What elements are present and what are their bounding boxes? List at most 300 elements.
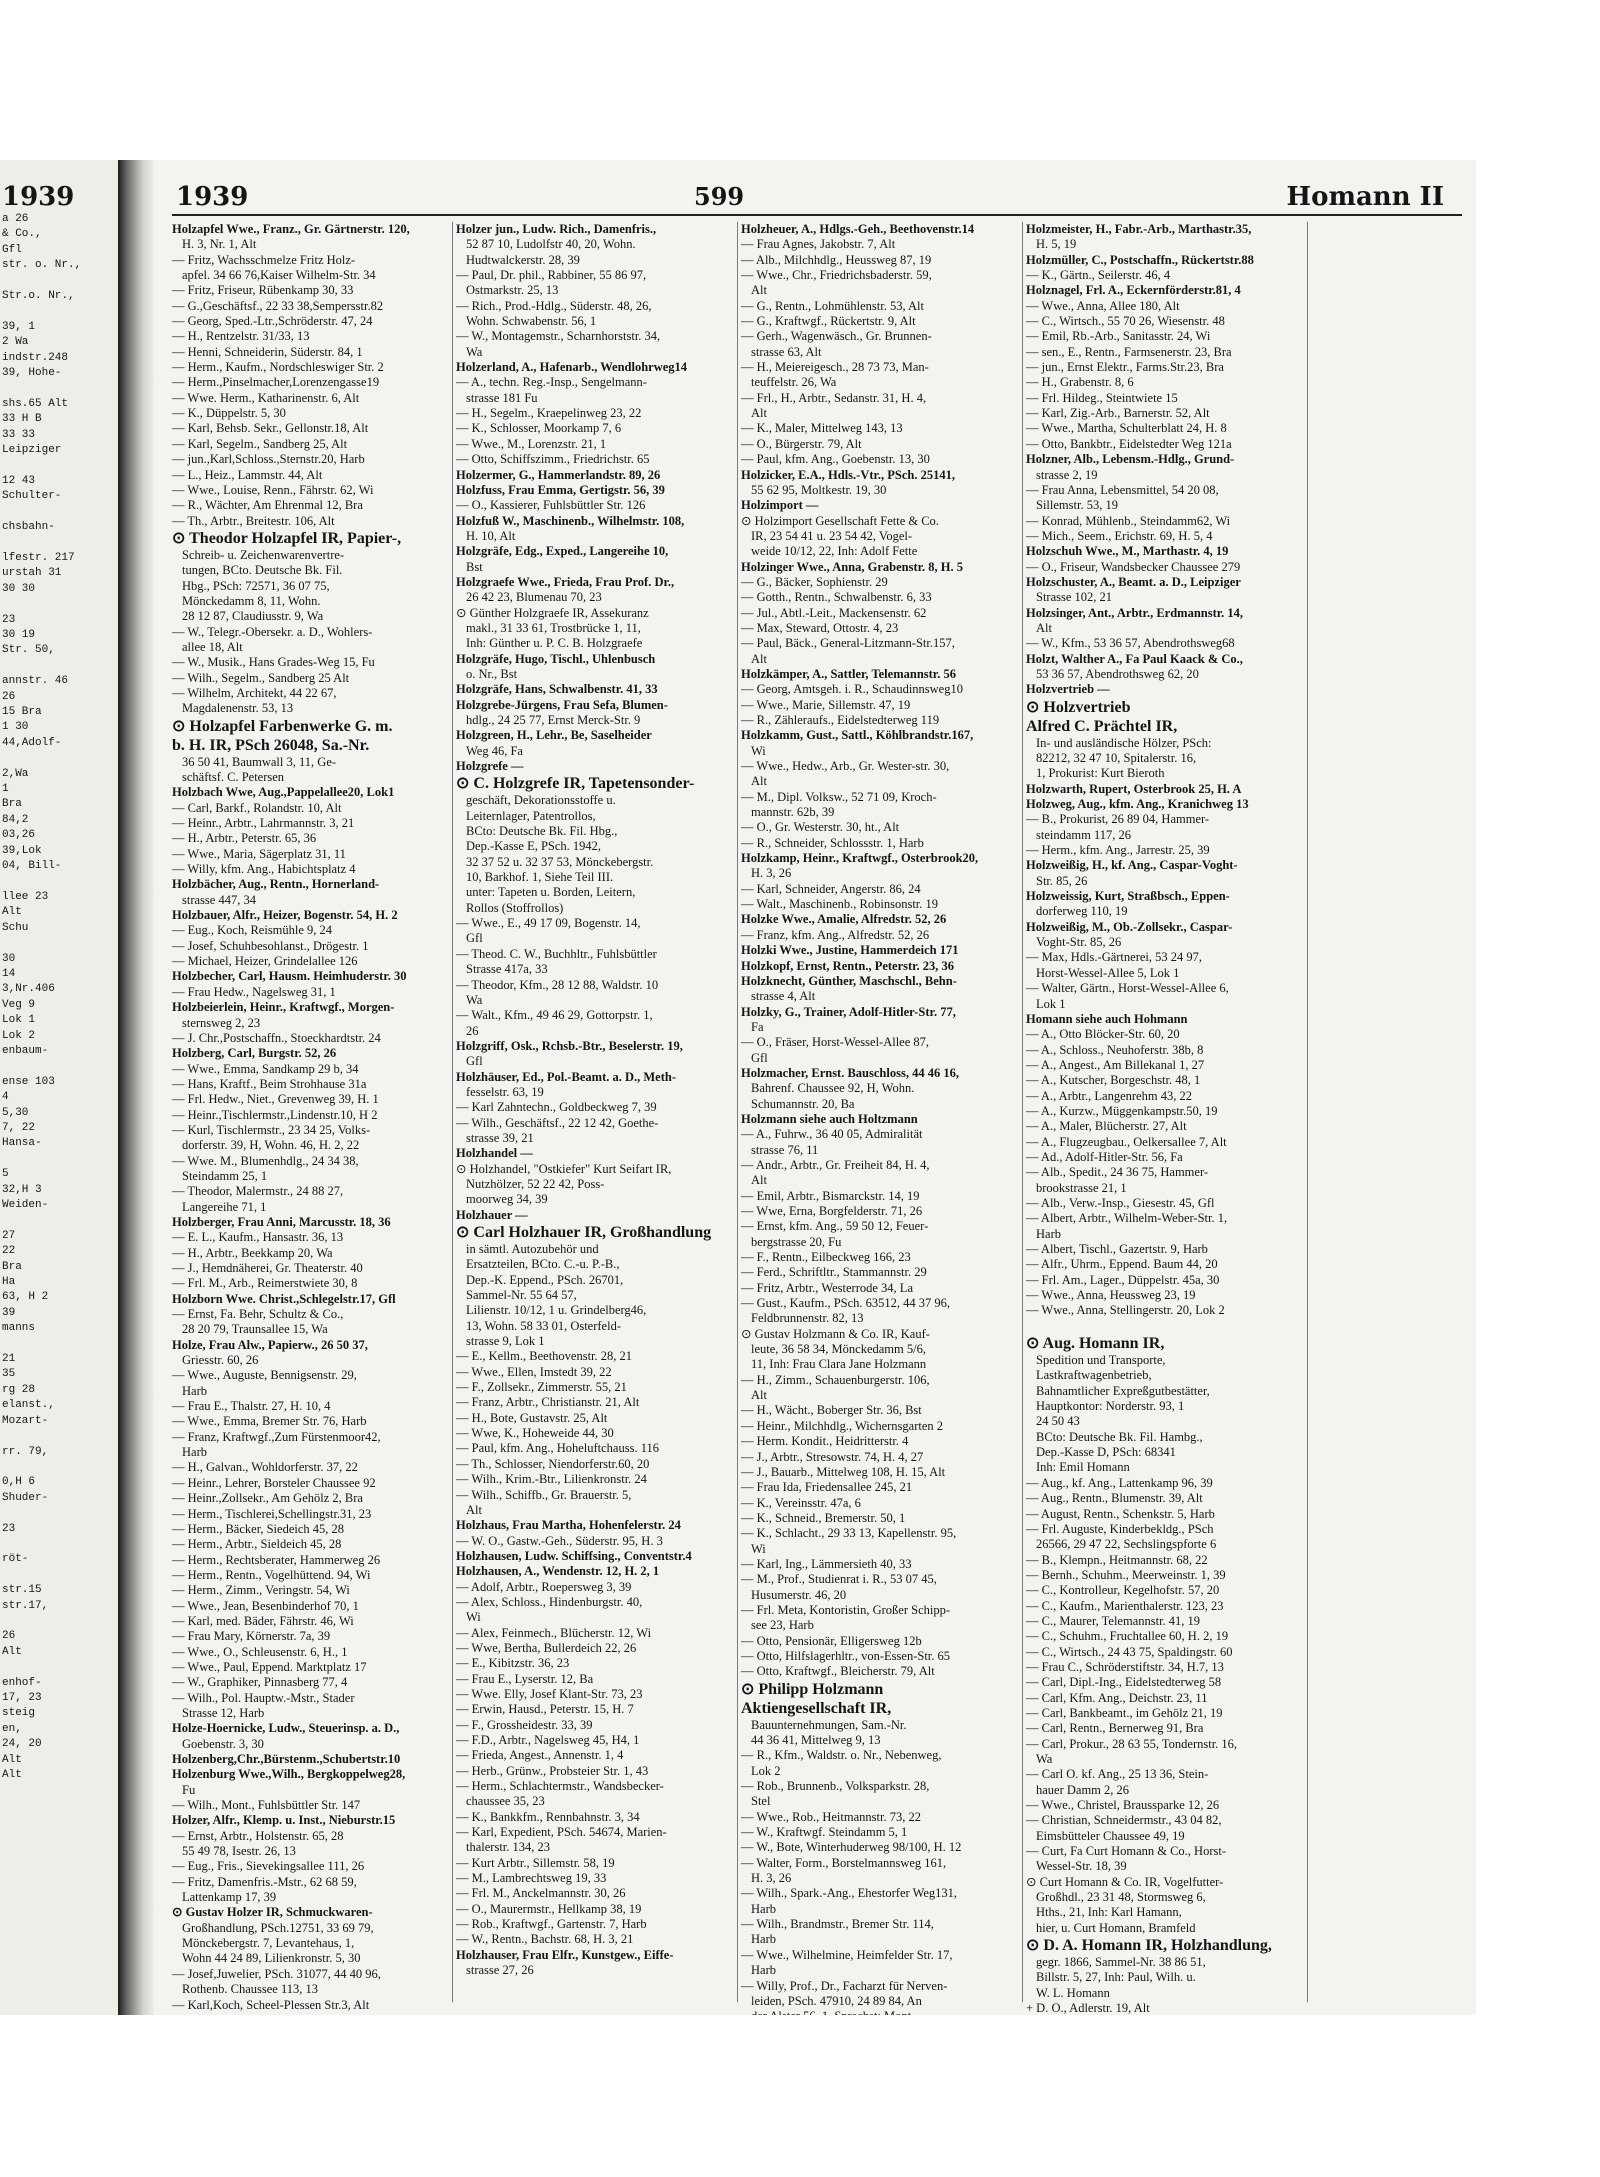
directory-entry-line: strasse 76, 11 [751,1142,819,1157]
directory-entry-line: — Carl, Barkf., Rolandstr. 10, Alt [172,800,342,815]
previous-page-line [0,304,118,319]
directory-entry-line: — B., Prokurist, 26 89 04, Hammer- [1026,812,1210,827]
directory-entry-heading: Holzgräfe, Edg., Exped., Langereihe 10, [456,544,669,559]
directory-entry-line: strasse 27, 26 [466,1963,534,1978]
previous-page-line: & Co., [2,228,42,241]
directory-entry-line: 26566, 29 47 22, Sechslingspforte 6 [1036,1537,1217,1552]
directory-entry-line: — Frl. Am., Lager., Düppelstr. 45a, 30 [1026,1272,1220,1287]
previous-page-line: enbaum- [2,1044,49,1057]
previous-page-line: 4 [2,1091,9,1104]
directory-entry-line: 36 50 41, Baumwall 3, 11, Ge- [182,754,337,769]
directory-entry-line: — G., Rentn., Lohmühlenstr. 53, Alt [741,298,924,313]
directory-entry-line: Fu [182,1782,196,1797]
directory-entry-line: — Alb., Verw.-Insp., Giesestr. 45, Gfl [1026,1195,1215,1210]
directory-entry-heading: Holzapfel Wwe., Franz., Gr. Gärtnerstr. 120, [172,222,410,236]
directory-entry-line: — H., Zimm., Schauenburgerstr. 106, [741,1372,930,1387]
directory-entry-heading: Holzicker, E.A., Hdls.-Vtr., PSch. 25141, [741,467,956,482]
directory-entry-line: — Henni, Schneiderin, Süderstr. 84, 1 [172,344,363,359]
directory-entry-line: — Heinr.,Zollsekr., Am Gehölz 2, Bra [172,1491,363,1506]
directory-entry-line: — Eug., Koch, Reismühle 9, 24 [172,923,333,938]
directory-entry-line: — G., Kraftwgf., Rückertstr. 9, Alt [741,314,916,329]
directory-entry-line: 11, Inh: Frau Clara Jane Holzmann [751,1357,927,1372]
directory-entry-line: Hudtwalckerstr. 28, 39 [466,252,580,267]
directory-entry-line: — M., Dipl. Volksw., 52 71 09, Kroch- [741,789,937,804]
previous-page-line: Alt [2,1645,22,1658]
directory-entry-line: — Fritz, Arbtr., Westerrode 34, La [741,1280,913,1295]
directory-entry-heading: Holzmeister, H., Fabr.-Arb., Marthastr.35, [1026,222,1252,236]
directory-entry-line: — Wwe., Maria, Sägerplatz 31, 11 [172,846,346,861]
directory-entry-line: strasse 9, Lok 1 [466,1334,545,1349]
directory-entry-line: — Frau Anna, Lebensmittel, 54 20 08, [1026,482,1219,497]
directory-entry-heading: ⊙ Aug. Homann IR, [1026,1335,1165,1353]
directory-entry-heading: Holzhauer — [456,1207,528,1222]
directory-entry-line: — R., Schneider, Schlossstr. 1, Harb [741,835,924,850]
directory-entry-line: — Alb., Milchhdlg., Heussweg 87, 19 [741,252,932,267]
directory-entry-line: — A., Kurzw., Müggenkampstr.50, 19 [1026,1103,1218,1118]
directory-entry-line: — Karl, Schneider, Angerstr. 86, 24 [741,881,921,896]
directory-entry-line: Wohn. Schwabenstr. 56, 1 [466,314,597,329]
directory-entry-heading: Holzweg, Aug., kfm. Ang., Kranichweg 13 [1026,797,1249,812]
directory-entry-heading: ⊙ Carl Holzhauer IR, Großhandlung [456,1224,712,1241]
directory-entry-line: — Gotth., Rentn., Schwalbenstr. 6, 33 [741,590,932,605]
directory-entry-line: — Eug., Fris., Sievekingsallee 111, 26 [172,1859,365,1874]
directory-entry-line: 55 49 78, Isestr. 26, 13 [182,1844,296,1859]
running-title: Homann II [1286,182,1444,212]
directory-entry-line: — Alb., Spedit., 24 36 75, Hammer- [1026,1165,1209,1180]
directory-entry-line: — Karl, Expedient, PSch. 54674, Marien- [456,1825,667,1840]
directory-entry-line: — E., Kibitzstr. 36, 23 [456,1656,570,1671]
directory-entry-line: — Fritz, Wachsschmelze Fritz Holz- [172,252,356,267]
scan-background-bottom [0,2015,1600,2177]
directory-entry-line: Großhandlung, PSch.12751, 33 69 79, [182,1920,374,1935]
previous-page-line: Schu [2,921,29,934]
directory-entry-line: ⊙ Curt Homann & Co. IR, Vogelfutter- [1026,1874,1224,1889]
directory-entry-line: makl., 31 33 61, Trostbrücke 1, 11, [466,620,641,635]
previous-page-line: Lok 1 [2,1014,36,1027]
previous-page-line: rr. 79, [2,1445,49,1458]
directory-entry-line: Harb [182,1445,207,1460]
previous-page-line: 0,H 6 [2,1476,36,1489]
directory-entry-heading: Holzweißig, M., Ob.-Zollsekr., Caspar- [1026,919,1233,934]
previous-page-line: Leipziger [2,444,62,457]
directory-entry-heading: Holzgräfe, Hugo, Tischl., Uhlenbusch [456,651,656,666]
directory-entry-line: strasse 181 Fu [466,390,538,405]
directory-entry-line: — Wilh., Brandmstr., Bremer Str. 114, [741,1917,934,1932]
directory-entry-line: — H., Rentzelstr. 31/33, 13 [172,329,310,344]
directory-entry-line: Alt [751,1388,767,1403]
directory-entry-heading: Holze, Frau Alw., Papierw., 26 50 37, [172,1337,368,1352]
directory-entry-heading: ⊙ Holzvertrieb [1026,698,1131,716]
directory-entry-line: — Karl, Behsb. Sekr., Gellonstr.18, Alt [172,421,369,436]
directory-entry-heading: Holzmüller, C., Postschaffn., Rückertstr.88 [1026,252,1254,267]
previous-page-line: 33 H B [2,413,42,426]
previous-page-line: 7, 22 [2,1121,36,1134]
directory-entry-line: — Jul., Abtl.-Leit., Mackensenstr. 62 [741,605,927,620]
directory-entry-line: dorferstr. 39, H, Wohn. 46, H. 2, 22 [182,1138,360,1153]
directory-entry-heading: Holzschuster, A., Beamt. a. D., Leipziger [1026,574,1241,589]
directory-entry-line: weide 10/12, 22, Inh: Adolf Fette [751,544,918,559]
previous-page-line: 23 [2,1522,16,1535]
directory-entry-line: — W., Graphiker, Pinnasberg 77, 4 [172,1675,348,1690]
directory-entry-heading: b. H. IR, PSch 26048, Sa.-Nr. [172,736,370,754]
directory-entry-line: Langereihe 71, 1 [182,1199,267,1214]
directory-entry-line: — Alex, Feinmech., Blücherstr. 12, Wi [456,1625,652,1640]
directory-entry-line: Ersatzteilen, BCto. C.-u. P.-B., [466,1257,620,1272]
previous-page-line [0,1059,118,1074]
directory-entry-line: — O., Fräser, Horst-Wessel-Allee 87, [741,1035,930,1050]
directory-entry-line: Sammel-Nr. 55 64 57, [466,1288,577,1303]
previous-page-line: Weiden- [2,1199,49,1211]
directory-entry-line: — Carl, Kfm. Ang., Deichstr. 23, 11 [1026,1690,1208,1705]
directory-entry-line: strasse 4, Alt [751,989,816,1004]
previous-page-line: 24, 20 [2,1738,42,1751]
previous-page-line: röt- [2,1553,29,1566]
previous-page-line: Ha [2,1276,16,1289]
directory-entry-line: — Wwe., Anna, Allee 180, Alt [1026,298,1180,313]
previous-page-line [0,1537,118,1552]
directory-entry-line: — Albert, Tischl., Gazertstr. 9, Harb [1026,1242,1208,1256]
directory-entry-line: — Max, Hdls.-Gärtnerei, 53 24 97, [1026,950,1203,965]
directory-entry-line: Goebenstr. 3, 30 [182,1736,264,1751]
directory-entry-line: — Wwe., Emma, Bremer Str. 76, Harb [172,1414,367,1429]
directory-entry-line: 32 37 52 u. 32 37 53, Mönckebergstr. [466,854,654,869]
directory-entry-line: — Andr., Arbtr., Gr. Freiheit 84, H. 4, [741,1157,930,1172]
directory-entry-line: — Michael, Heizer, Grindelallee 126 [172,954,358,969]
directory-entry-line: — W., Kfm., 53 36 57, Abendrothsweg68 [1026,636,1235,651]
directory-entry-line: — Wwe., Rob., Heitmannstr. 73, 22 [741,1809,921,1824]
previous-page-line: Mozart- [2,1414,49,1427]
directory-entry-line: — C., Kaufm., Marienthalerstr. 123, 23 [1026,1598,1224,1613]
directory-entry-line: — F., Grossheidestr. 33, 39 [456,1717,593,1732]
previous-page-line: Str. 50, [2,644,55,657]
directory-entry-line: — H., Grabenstr. 8, 6 [1026,375,1134,390]
directory-entry-line: strasse 2, 19 [1036,467,1098,482]
previous-page-line: 21 [2,1353,16,1366]
directory-entry-line: + D. O., Adlerstr. 19, Alt [1026,2001,1150,2016]
directory-entry-line: teuffelstr. 26, Wa [751,375,837,390]
directory-entry-line: allee 18, Alt [182,639,243,654]
directory-entry-line: — Th., Schlosser, Niendorferstr.60, 20 [456,1456,650,1471]
directory-entry-line: — W. O., Gastw.-Geh., Süderstr. 95, H. 3 [456,1533,663,1548]
directory-entry-line: — O., Friseur, Wandsbecker Chaussee 279 [1026,559,1241,574]
directory-entry-line: — A., Otto Blöcker-Str. 60, 20 [1026,1027,1180,1042]
directory-entry-line: — M., Lambrechtsweg 19, 33 [456,1871,607,1886]
directory-entry-line: 24 50 43 [1036,1414,1080,1429]
previous-page-line [0,659,118,674]
previous-page-line: lfestr. 217 [2,551,75,564]
directory-entry-line: Steindamm 25, 1 [182,1168,268,1183]
directory-entry-line: H. 3, Nr. 1, Alt [182,237,257,252]
directory-entry-line: dorferweg 110, 19 [1036,904,1128,919]
directory-entry-heading: Holzkamm, Gust., Sattl., Köhlbrandstr.167, [741,728,974,743]
directory-entry-line: Nutzhölzer, 52 22 42, Poss- [466,1176,605,1191]
directory-entry-line: strasse 39, 21 [466,1130,534,1145]
directory-entry-line: Leiternlager, Patentrollos, [466,808,596,823]
directory-entry-heading: Holzkamp, Heinr., Kraftwgf., Osterbrook20, [741,851,979,866]
directory-entry-line: — K., Vereinsstr. 47a, 6 [741,1495,861,1510]
directory-entry-line: see 23, Harb [751,1618,814,1633]
directory-entry-line: — Gust., Kaufm., PSch. 63512, 44 37 96, [741,1296,951,1311]
directory-entry-line: Wa [466,344,483,359]
directory-entry-line: Wa [466,992,483,1007]
previous-page-line: 39, Hohe- [2,367,62,380]
directory-entry-line: — K., Schlosser, Moorkamp 7, 6 [456,421,622,436]
directory-entry-line: — Wwe., Anna, Heussweg 23, 19 [1026,1288,1196,1303]
directory-entry-line: — Frau Mary, Körnerstr. 7a, 39 [172,1629,331,1644]
directory-entry-line: — Fritz, Damenfris.-Mstr., 62 68 59, [172,1874,357,1889]
directory-entry-line: 82212, 32 47 10, Spitalerstr. 16, [1036,751,1197,765]
previous-page-line [0,1337,118,1352]
directory-entry-line: 13, Wohn. 58 33 01, Osterfeld- [466,1318,621,1333]
previous-page-line: 14 [2,967,16,980]
directory-entry-line: — Herm. Kondit., Heidritterstr. 4 [741,1434,909,1449]
directory-entry-line: Alt [751,651,767,666]
previous-page-line: 23 [2,613,16,626]
previous-page-line: str.15 [2,1584,42,1597]
previous-page-line: urstah 31 [2,567,62,580]
directory-entry-line: 52 87 10, Ludolfstr 40, 20, Wohn. [466,237,636,252]
previous-page-year: 1939 [2,182,75,212]
previous-page-line: 26 [2,690,16,703]
scan-background-right [1476,160,1600,2015]
book-spine-shadow [118,160,154,2015]
directory-entry-line: — sen., E., Rentn., Farmsenerstr. 23, Bra [1026,344,1232,359]
directory-entry-line: — Alfr., Uhrm., Eppend. Baum 44, 20 [1026,1257,1218,1272]
directory-entry-line: — O., Bürgerstr. 79, Alt [741,436,862,451]
directory-entry-line: — K., Gärtn., Seilerstr. 46, 4 [1026,268,1171,283]
directory-entry-line: — Frau E., Lyserstr. 12, Ba [456,1671,594,1686]
directory-entry-line: 28 20 79, Traunsallee 15, Wa [182,1322,328,1337]
previous-page-line: en, [2,1722,22,1735]
directory-entry-line: — Kurt Arbtr., Sillemstr. 58, 19 [456,1855,615,1870]
directory-entry-line: Wi [751,743,766,758]
column-separator [1307,222,1308,2002]
directory-entry-line: — G., Bäcker, Sophienstr. 29 [741,574,888,589]
directory-entry-line: — Frau Agnes, Jakobstr. 7, Alt [741,237,896,252]
previous-page-line [0,1568,118,1583]
directory-entry-line: — H., Arbtr., Peterstr. 65, 36 [172,831,317,846]
previous-page-line: Alt [2,1769,22,1782]
column-separator [452,222,453,2002]
directory-entry-line: — O., Maurermstr., Hellkamp 38, 19 [456,1901,642,1916]
directory-entry-heading: Holzimport — [741,498,819,513]
directory-entry-heading: ⊙ Gustav Holzer IR, Schmuckwaren- [172,1905,373,1920]
page-header [154,160,1476,212]
directory-entry-line: — jun.,Karl,Schloss.,Sternstr.20, Harb [172,452,365,467]
column-separator [1022,222,1023,2002]
directory-entry-heading: Holzkämper, A., Sattler, Telemannstr. 56 [741,666,956,681]
directory-entry-line: — Frl. M., Anckelmannstr. 30, 26 [456,1886,626,1901]
directory-entry-line: — A., Fuhrw., 36 40 05, Admiralität [741,1127,923,1142]
directory-entry-line: Magdalenenstr. 53, 13 [182,701,294,716]
directory-entry-line: — Franz, Kraftwgf.,Zum Fürstenmoor42, [172,1429,381,1444]
directory-entry-line: — Frau C., Schröderstiftstr. 34, H.7, 13 [1026,1659,1224,1674]
directory-entry-line: Harb [751,1932,776,1947]
directory-entry-line: — Konrad, Mühlenb., Steindamm62, Wi [1026,513,1231,528]
directory-entry-line: — J., Bauarb., Mittelweg 108, H. 15, Alt [741,1464,946,1479]
directory-entry-line: — Herm.,Pinselmacher,Lorenzengasse19 [172,375,380,390]
directory-entry-line: — Willy, Prof., Dr., Facharzt für Nerven- [741,1978,948,1993]
directory-entry-heading: Holzweissig, Kurt, Straßbsch., Eppen- [1026,889,1230,904]
directory-entry-line: — Frieda, Angest., Annenstr. 1, 4 [456,1748,624,1763]
previous-page-line: manns [2,1322,36,1335]
directory-entry-heading: Holzmacher, Ernst. Bauschloss, 44 46 16, [741,1065,959,1080]
directory-entry-line: — Walt., Maschinenb., Robinsonstr. 19 [741,897,939,912]
directory-entry-line: 10, Barkhof. 1, Siehe Teil III. [466,870,614,885]
previous-page-line [0,381,118,396]
directory-entry-line: Voght-Str. 85, 26 [1036,935,1122,950]
directory-entry-line: Bauunternehmungen, Sam.-Nr. [751,1717,907,1732]
directory-entry-line: Schumannstr. 20, Ba [751,1096,855,1111]
directory-entry-line: — Willy, kfm. Ang., Habichtsplatz 4 [172,862,356,877]
directory-entry-line: — Herm., Arbtr., Sieldeich 45, 28 [172,1537,342,1552]
directory-entry-line: Alt [751,283,767,298]
directory-entry-line: — Karl, Segelm., Sandberg 25, Alt [172,436,348,451]
directory-entry-line: bergstrasse 20, Fu [751,1234,842,1249]
directory-entry-heading: Holzbach Wwe, Aug.,Pappelallee20, Lok1 [172,785,395,800]
previous-page-line: 15 Bra [2,706,42,718]
previous-page-line: 22 [2,1245,16,1258]
directory-entry-line: — Wwe., Jean, Besenbinderhof 70, 1 [172,1598,359,1613]
previous-page-line [0,1614,118,1629]
directory-entry-line: Hbg., PSch: 72571, 36 07 75, [182,578,330,593]
directory-entry-line: — Aug., kf. Ang., Lattenkamp 96, 39 [1026,1475,1213,1490]
previous-page-line [0,459,118,474]
directory-entry-line: H. 10, Alt [466,528,516,543]
directory-entry-line: — Otto, Schiffszimm., Friedrichstr. 65 [456,452,650,467]
directory-entry-line: — Wilh., Pol. Hauptw.-Mstr., Stader [172,1690,355,1705]
directory-entry-line: — H., Galvan., Wohldorferstr. 37, 22 [172,1460,358,1475]
directory-entry-line: — Frl., H., Arbtr., Sedanstr. 31, H. 4, [741,390,927,405]
directory-entry-line: — Adolf, Arbtr., Roepersweg 3, 39 [456,1579,632,1594]
directory-entry-line: — Wwe., Anna, Stellingerstr. 20, Lok 2 [1026,1303,1225,1318]
directory-entry-line: — Karl, Ing., Lämmersieth 40, 33 [741,1556,912,1571]
directory-entry-line: — J., Hemdnäherei, Gr. Theaterstr. 40 [172,1261,363,1275]
directory-entry-heading: ⊙ D. A. Homann IR, Holzhandlung, [1026,1937,1272,1955]
directory-entry-line: in sämtl. Autozubehör und [466,1242,599,1256]
directory-entry-line: leiden, PSch. 47910, 24 89 84, An [751,1993,922,2008]
previous-page-line: 1 [2,783,9,796]
directory-entry-line: Alt [751,406,767,421]
directory-entry-heading: Holzschuh Wwe., M., Marthastr. 4, 19 [1026,544,1229,559]
directory-entry-line: hauer Damm 2, 26 [1036,1782,1130,1797]
directory-entry-line: — A., Kutscher, Borgeschstr. 48, 1 [1026,1073,1201,1088]
directory-entry-line: moorweg 34, 39 [466,1192,548,1207]
directory-entry-line: ⊙ Günther Holzgraefe IR, Assekuranz [456,605,649,620]
directory-entry-heading: Holzbächer, Aug., Rentn., Hornerland- [172,877,380,892]
directory-entry-line: — Wilh., Mont., Fuhlsbüttler Str. 147 [172,1798,361,1813]
directory-entry-heading: Holzgrebe-Jürgens, Frau Sefa, Blumen- [456,697,668,712]
previous-page-line [0,274,118,289]
directory-entry-line: — Wwe, Bertha, Bullerdeich 22, 26 [456,1640,637,1655]
previous-page-line [0,597,118,612]
previous-page-strip [0,160,121,2015]
directory-entry-line: — F., Rentn., Eilbeckweg 166, 23 [741,1250,911,1265]
previous-page-line: 5 [2,1168,9,1181]
directory-entry-line: — W., Kraftwgf. Steindamm 5, 1 [741,1825,908,1840]
previous-page-line [0,1213,118,1228]
directory-entry-line: — A., techn. Reg.-Insp., Sengelmann- [456,375,647,390]
directory-entry-line: — Ad., Adolf-Hitler-Str. 56, Fa [1026,1149,1183,1164]
directory-entry-line: — Wwe., Hedw., Arb., Gr. Wester-str. 30, [741,759,950,774]
directory-entry-line: Strasse 417a, 33 [466,962,548,977]
directory-entry-line: — Wilh., Spark.-Ang., Ehestorfer Weg131, [741,1886,958,1901]
directory-entry-heading: Holzweißig, H., kf. Ang., Caspar-Voght- [1026,858,1238,873]
directory-entry-line: — C., Kontrolleur, Kegelhofstr. 57, 20 [1026,1583,1220,1598]
previous-page-line: 39,Lok [2,844,42,857]
directory-entry-line: Hths., 21, Inh: Karl Hamann, [1036,1905,1182,1920]
previous-page-line: Bra [2,1260,22,1273]
directory-entry-heading: Holzky, G., Trainer, Adolf-Hitler-Str. 77, [741,1004,956,1019]
directory-entry-line: — K., Schneid., Bremerstr. 50, 1 [741,1510,906,1525]
directory-entry-line: — Josef,Juwelier, PSch. 31077, 44 40 96, [172,1966,381,1981]
directory-entry-line: — F.D., Arbtr., Nagelsweg 45, H4, 1 [456,1733,640,1747]
previous-page-line [0,936,118,951]
directory-entry-line: — Ernst, kfm. Ang., 59 50 12, Feuer- [741,1219,929,1234]
directory-entry-line: — Wwe., O., Schleusenstr. 6, H., 1 [172,1644,348,1659]
directory-entry-heading: Holzberg, Carl, Burgstr. 52, 26 [172,1046,337,1061]
page-year: 1939 [176,182,249,212]
directory-entry-line: — Gerh., Wagenwäsch., Gr. Brunnen- [741,329,932,344]
previous-page-line: 17, 23 [2,1692,42,1704]
directory-entry-line: — Wilh., Geschäftsf., 22 12 42, Goethe- [456,1115,659,1130]
directory-entry-line: — Karl, Zig.-Arb., Barnerstr. 52, Alt [1026,406,1210,421]
directory-entry-line: geschäft, Dekorationsstoffe u. [466,793,616,808]
previous-page-line: llee 23 [2,890,49,903]
previous-page-line: elanst., [2,1399,55,1412]
directory-entry-line: o. Nr., Bst [466,666,518,681]
directory-entry-line: — Wwe., Paul, Eppend. Marktplatz 17 [172,1659,367,1674]
directory-entry-line: — K., Schlacht., 29 33 13, Kapellenstr. 95, [741,1526,957,1541]
previous-page-line: Str.o. Nr., [2,290,75,303]
directory-entry-line: Weg 46, Fa [466,743,523,758]
directory-entry-line: — Karl,Koch, Scheel-Plessen Str.3, Alt [172,1997,370,2012]
directory-entry-line: Schreib- u. Zeichenwarenvertre- [182,547,345,562]
directory-entry-line: — B., Klempn., Heitmannstr. 68, 22 [1026,1552,1208,1567]
directory-entry-line: Alt [751,774,767,789]
directory-entry-line: — A., Schloss., Neuhoferstr. 38b, 8 [1026,1042,1204,1057]
directory-entry-heading: Holzberger, Frau Anni, Marcusstr. 18, 36 [172,1214,391,1229]
directory-entry-heading: Holzhausen, Ludw. Schiffsing., Conventstr.4 [456,1548,692,1563]
directory-entry-heading: Holzt, Walther A., Fa Paul Kaack & Co., [1026,651,1243,666]
directory-entry-line: — Carl, Rentn., Bernerweg 91, Bra [1026,1721,1204,1736]
directory-entry-line: W. L. Homann [1036,1985,1110,2000]
directory-entry-line: — H., Wächt., Boberger Str. 36, Bst [741,1403,922,1418]
directory-entry-line: — Th., Arbtr., Breitestr. 106, Alt [172,513,335,528]
directory-entry-line: — Albert, Arbtr., Wilhelm-Weber-Str. 1, [1026,1211,1228,1226]
directory-entry-line: Sillemstr. 53, 19 [1036,498,1118,513]
previous-page-line: 30 19 [2,628,36,641]
directory-entry-line: — Carl, Prokur., 28 63 55, Tondernstr. 16, [1026,1736,1238,1751]
directory-entry-line: — Carl, Bankbeamt., im Gehölz 21, 19 [1026,1705,1223,1720]
previous-page-line: str.17, [2,1599,49,1612]
directory-entry-line: — Wwe. Elly, Josef Klant-Str. 73, 23 [456,1686,643,1701]
directory-entry-line: — G.,Geschäftsf., 22 33 38,Sempersstr.82 [172,298,384,313]
directory-entry-line: — Karl Zahntechn., Goldbeckweg 7, 39 [456,1100,657,1115]
directory-entry-line: — J., Arbtr., Stresowstr. 74, H. 4, 27 [741,1449,924,1464]
directory-entry-line: schäftsf. C. Petersen [182,770,285,784]
directory-entry-line: — Walt., Kfm., 49 46 29, Gottorpstr. 1, [456,1008,653,1023]
directory-entry-line: Inh: Emil Homann [1036,1460,1130,1475]
directory-entry-line: Mönckebergstr. 7, Levantehaus, 1, [182,1936,355,1951]
directory-entry-line: — Otto, Pensionär, Elligersweg 12b [741,1633,922,1648]
previous-page-line: rg 28 [2,1383,36,1396]
directory-entry-line: — Wwe., Louise, Renn., Fährstr. 62, Wi [172,482,374,497]
directory-entry-line: Harb [751,1901,776,1916]
directory-entry-line: — Erwin, Hausd., Peterstr. 15, H. 7 [456,1702,634,1717]
directory-entry-line: 53 36 57, Abendrothsweg 62, 20 [1036,666,1199,681]
directory-entry-heading: Holzkopf, Ernst, Rentn., Peterstr. 23, 36 [741,958,955,973]
